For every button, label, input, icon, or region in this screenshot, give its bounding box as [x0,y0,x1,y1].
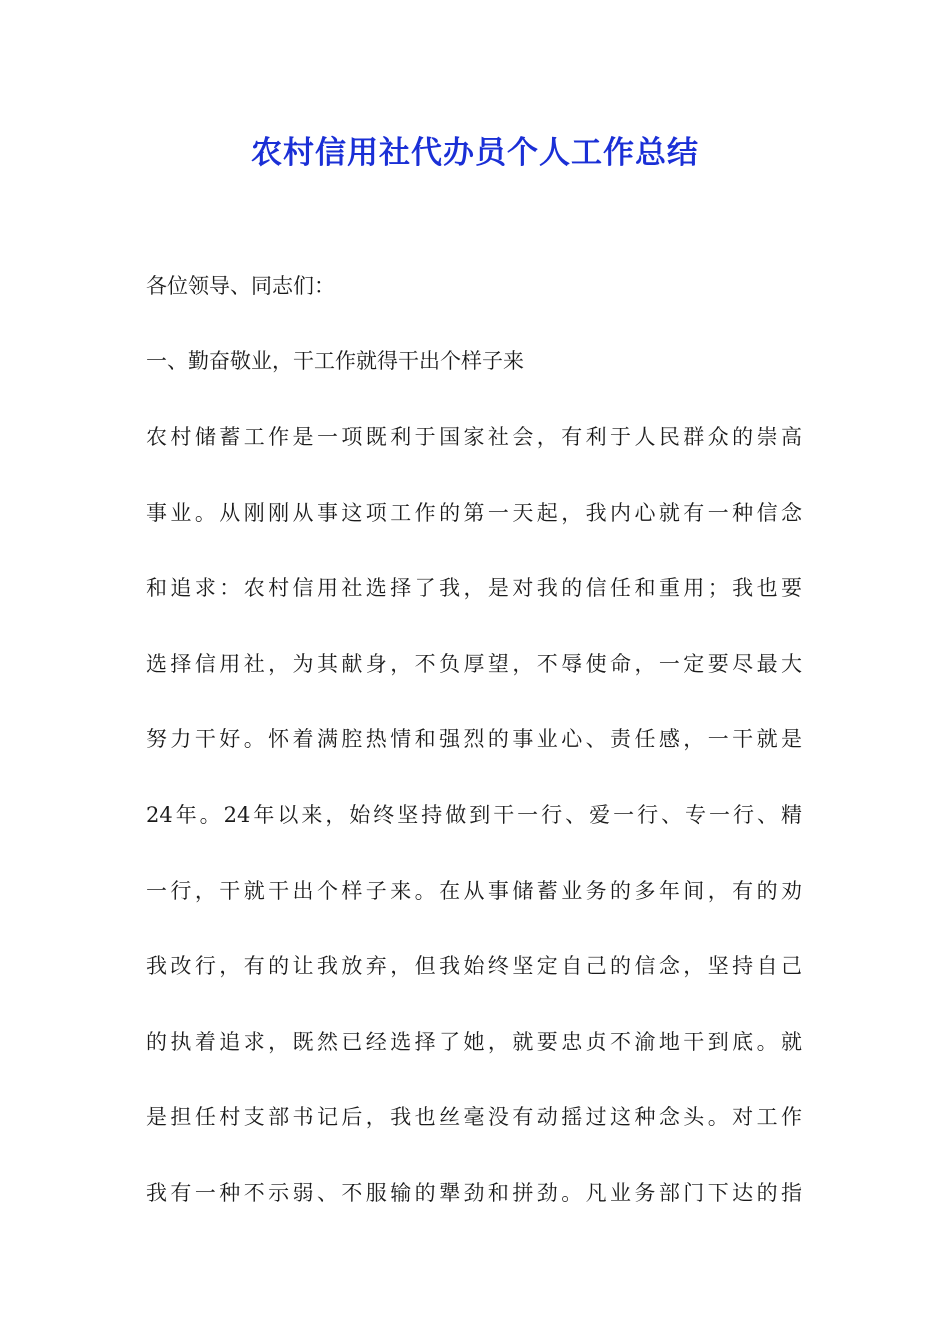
document-title: 农村信用社代办员个人工作总结 [251,135,699,171]
body-line: 的执着追求，既然已经选择了她，就要忠贞不渝地干到底。就 [146,1029,802,1054]
body-line: 我有一种不示弱、不服输的犟劲和拼劲。凡业务部门下达的指 [146,1180,802,1205]
greeting: 各位领导、同志们： [146,274,335,298]
body-line: 24年。24年以来，始终坚持做到干一行、爱一行、专一行、精 [146,802,802,827]
body-line: 事业。从刚刚从事这项工作的第一天起，我内心就有一种信念 [146,500,802,525]
body-line: 努力干好。怀着满腔热情和强烈的事业心、责任感，一干就是 [146,727,802,752]
body-line: 和追求：农村信用社选择了我，是对我的信任和重用；我也要 [146,576,802,601]
body-line: 选择信用社，为其献身，不负厚望，不辱使命，一定要尽最大 [146,651,802,676]
body-line: 是担任村支部书记后，我也丝毫没有动摇过这种念头。对工作 [146,1105,802,1130]
section-heading: 一、勤奋敬业，干工作就得干出个样子来 [146,349,524,373]
body-text [146,417,806,1249]
body-line: 我改行，有的让我放弃，但我始终坚定自己的信念，坚持自己 [146,954,802,979]
body-line: 一行，干就干出个样子来。在从事储蓄业务的多年间，有的劝 [146,878,802,903]
body-line: 农村储蓄工作是一项既利于国家社会，有利于人民群众的崇高 [146,425,802,449]
